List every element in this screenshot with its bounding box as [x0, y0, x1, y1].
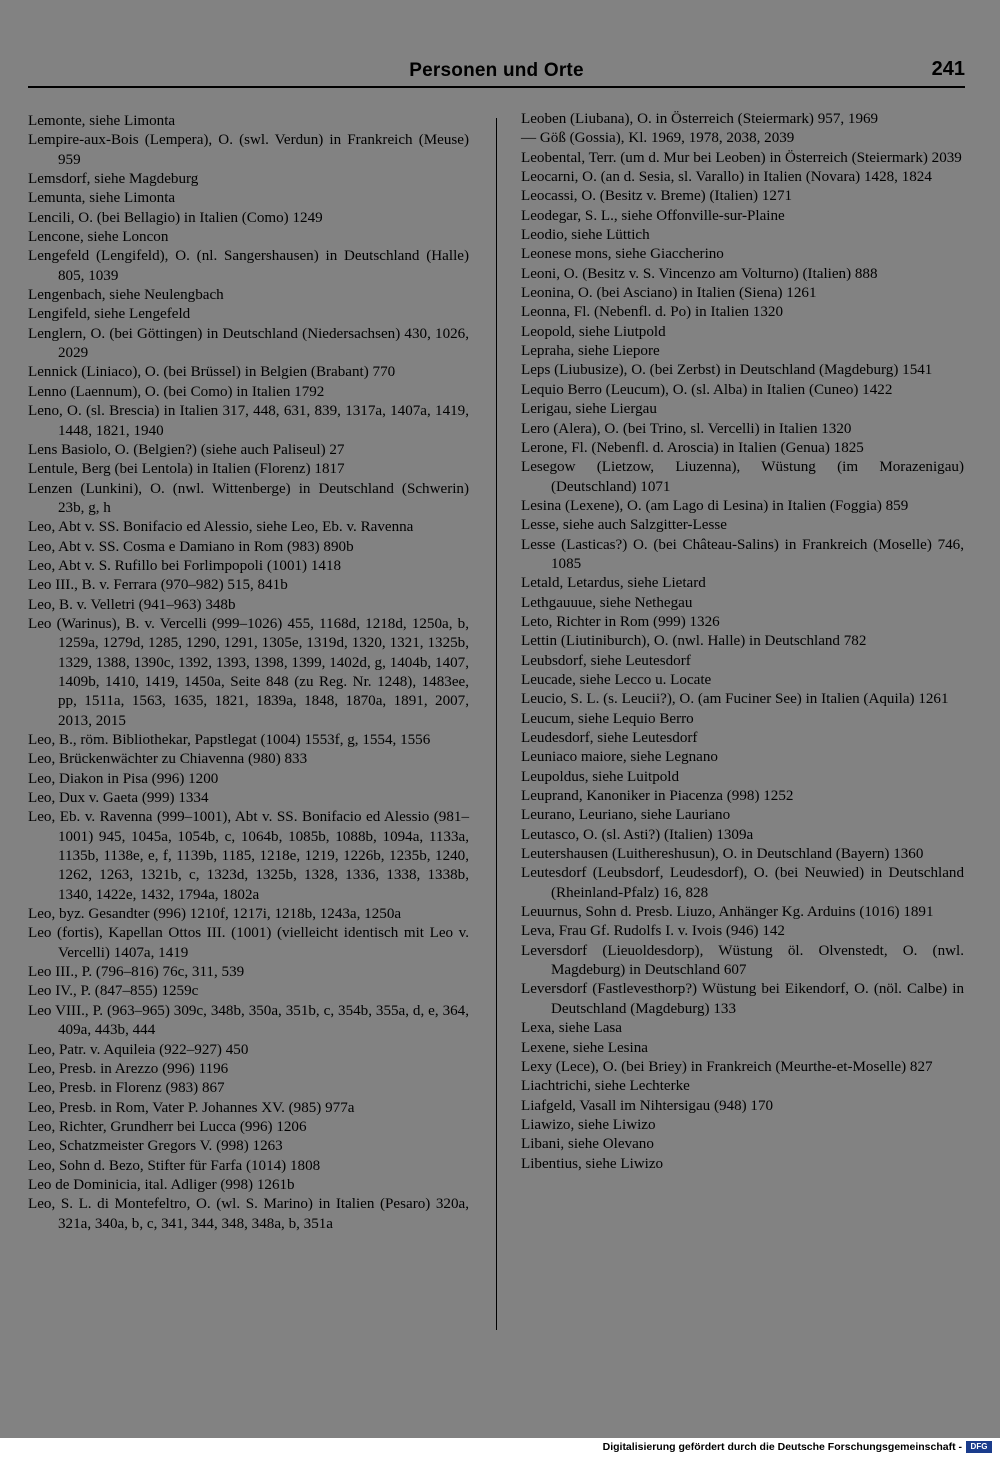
- index-entry: Lengefeld (Lengifeld), O. (nl. Sangershausen) in Deutschland (Halle) 805, 1039: [28, 248, 469, 284]
- index-entry: Lencili, O. (bei Bellagio) in Italien (Como) 1249: [28, 209, 323, 226]
- page-title: Personen und Orte: [409, 60, 584, 81]
- index-entry: Leucio, S. L. (s. Leucii?), O. (am Fuciner See) in Italien (Aquila) 1261: [521, 691, 949, 708]
- index-entry: Leodegar, S. L., siehe Offonville-sur-Plaine: [521, 207, 785, 224]
- index-entry: Leuniaco maiore, siehe Legnano: [521, 749, 718, 766]
- index-entry: Leucum, siehe Lequio Berro: [521, 710, 694, 727]
- index-entry: Leno, O. (sl. Brescia) in Italien 317, 448, 631, 839, 1317a, 1407a, 1419, 1448, 1821, 1940: [28, 403, 469, 439]
- index-entry: Lens Basiolo, O. (Belgien?) (siehe auch Paliseul) 27: [28, 441, 345, 458]
- index-entry: Leo, Schatzmeister Gregors V. (998) 1263: [28, 1138, 283, 1155]
- index-entry: Lesse (Lasticas?) O. (bei Château-Salins) in Frankreich (Moselle) 746, 1085: [521, 536, 964, 572]
- page-number: 241: [931, 58, 965, 80]
- index-entry: Lemsdorf, siehe Magdeburg: [28, 171, 199, 188]
- index-entry: Lenzen (Lunkini), O. (nwl. Wittenberge) in Deutschland (Schwerin) 23b, g, h: [28, 480, 469, 516]
- index-entry: Leo, Brückenwächter zu Chiavenna (980) 833: [28, 751, 308, 768]
- index-entry: Lexy (Lece), O. (bei Briey) in Frankreich (Meurthe-et-Moselle) 827: [521, 1058, 933, 1075]
- column-divider: [496, 118, 497, 1330]
- index-entry: Leo, B., röm. Bibliothekar, Papstlegat (1004) 1553f, g, 1554, 1556: [28, 732, 431, 748]
- index-entry: Leo (Warinus), B. v. Vercelli (999–1026) 455, 1168d, 1218d, 1250a, b, 1259a, 1279d, 1285, 1290, 1291, 1305e, 1319d, 1320, 1321, 1325b, 1329, 1388, 1390c, 1392, 1393, 1398, 1399, 1402d, g, 1404b, 1407, 1409b, 1410, 1419, 1450a, Seite 848 (zu Reg. Nr. 1248), 1483ee, pp, 1511a, 1563, 1635, 1821, 1839a, 1848, 1870a, 1891, 2007, 2013, 2015: [28, 615, 469, 729]
- index-entry: Leuprand, Kanoniker in Piacenza (998) 1252: [521, 788, 794, 805]
- index-entry: Leo, S. L. di Montefeltro, O. (wl. S. Marino) in Italien (Pesaro) 320a, 321a, 340a, b, c, 341, 344, 348, 348a, b, 351a: [28, 1196, 469, 1232]
- index-entry: Leo, Sohn d. Bezo, Stifter für Farfa (1014) 1808: [28, 1157, 321, 1174]
- index-entry: Libentius, siehe Liwizo: [521, 1155, 664, 1172]
- index-entry: Letald, Letardus, siehe Lietard: [521, 575, 706, 592]
- index-entry: Lemonte, siehe Limonta: [28, 113, 176, 129]
- index-entry: Lengenbach, siehe Neulengbach: [28, 287, 224, 304]
- index-entry: Leurano, Leuriano, siehe Lauriano: [521, 807, 731, 824]
- index-entry: Lepraha, siehe Liepore: [521, 343, 660, 360]
- index-entry: Lequio Berro (Leucum), O. (sl. Alba) in Italien (Cuneo) 1422: [521, 381, 893, 398]
- index-entry: Leucade, siehe Lecco u. Locate: [521, 671, 712, 688]
- index-entry: Lethgauuue, siehe Nethegau: [521, 594, 693, 611]
- index-entry: Leo, Presb. in Arezzo (996) 1196: [28, 1060, 229, 1077]
- index-entry: Leo, Dux v. Gaeta (999) 1334: [28, 790, 209, 807]
- index-entry: Leo, Patr. v. Aquileia (922–927) 450: [28, 1041, 249, 1058]
- index-column-left: [28, 112, 469, 1234]
- footer-credit: Digitalisierung gefördert durch die Deutsche Forschungsgemeinschaft -: [602, 1441, 962, 1453]
- index-entry: Lennick (Liniaco), O. (bei Brüssel) in Belgien (Brabant) 770: [28, 364, 396, 381]
- index-entry: Leocarni, O. (an d. Sesia, sl. Varallo) in Italien (Novara) 1428, 1824: [521, 169, 932, 186]
- index-entry: Lexa, siehe Lasa: [521, 1020, 622, 1037]
- index-entry: Lerone, Fl. (Nebenfl. d. Aroscia) in Italien (Genua) 1825: [521, 439, 864, 456]
- index-entry: Leo, Abt v. SS. Cosma e Damiano in Rom (983) 890b: [28, 538, 354, 555]
- index-entry: Lesegow (Lietzow, Liuzenna), Wüstung (im Morazenigau) (Deutschland) 1071: [521, 459, 964, 495]
- index-entry: Lesina (Lexene), O. (am Lago di Lesina) in Italien (Foggia) 859: [521, 497, 909, 514]
- index-entry: Leupoldus, siehe Luitpold: [521, 768, 680, 785]
- index-entry: Lenglern, O. (bei Göttingen) in Deutschland (Niedersachsen) 430, 1026, 2029: [28, 325, 469, 362]
- index-entry: Lenno (Laennum), O. (bei Como) in Italien 1792: [28, 383, 325, 400]
- index-entry: Lettin (Liutiniburch), O. (nwl. Halle) in Deutschland 782: [521, 633, 867, 650]
- index-entry: Lero (Alera), O. (bei Trino, sl. Vercelli) in Italien 1320: [521, 420, 852, 437]
- footer-bar: [0, 1438, 1000, 1457]
- index-entry: Leva, Frau Gf. Rudolfs I. v. Ivois (946) 142: [521, 923, 785, 940]
- index-entry: Leo, Diakon in Pisa (996) 1200: [28, 770, 219, 787]
- index-entry: Leutershausen (Luithereshusun), O. in Deutschland (Bayern) 1360: [521, 846, 924, 863]
- index-entry: Leo, B. v. Velletri (941–963) 348b: [28, 596, 236, 613]
- index-entry: Leonna, Fl. (Nebenfl. d. Po) in Italien 1320: [521, 304, 783, 321]
- index-entry: Lerigau, siehe Liergau: [521, 401, 657, 418]
- index-entry: Leo IV., P. (847–855) 1259c: [28, 983, 199, 1000]
- index-entry: Lentule, Berg (bei Lentola) in Italien (Florenz) 1817: [28, 461, 345, 478]
- index-entry: Leps (Liubusize), O. (bei Zerbst) in Deutschland (Magdeburg) 1541: [521, 362, 933, 379]
- page-header: [28, 52, 965, 88]
- index-entry: Leo (fortis), Kapellan Ottos III. (1001) (vielleicht identisch mit Leo v. Vercelli) 1407a, 1419: [28, 925, 469, 961]
- index-entry: Leobental, Terr. (um d. Mur bei Leoben) in Österreich (Steiermark) 2039: [521, 149, 962, 166]
- index-entry: Leodio, siehe Lüttich: [521, 227, 650, 244]
- index-entry: Lempire-aux-Bois (Lempera), O. (swl. Verdun) in Frankreich (Meuse) 959: [28, 132, 469, 168]
- index-entry: — Göß (Gossia), Kl. 1969, 1978, 2038, 2039: [521, 130, 795, 147]
- index-entry: Leutesdorf (Leubsdorf, Leudesdorf), O. (bei Neuwied) in Deutschland (Rheinland-Pfalz) 16, 828: [521, 865, 964, 901]
- index-column-right: [521, 110, 964, 1174]
- index-entry: Leo, Presb. in Florenz (983) 867: [28, 1080, 225, 1097]
- index-entry: Leonese mons, siehe Giaccherino: [521, 246, 724, 263]
- index-entry: Leo, Abt v. S. Rufillo bei Forlimpopoli (1001) 1418: [28, 557, 342, 574]
- index-entry: Leopold, siehe Liutpold: [521, 323, 666, 340]
- index-entry: Leocassi, O. (Besitz v. Breme) (Italien) 1271: [521, 188, 793, 205]
- index-entry: Lengifeld, siehe Lengefeld: [28, 306, 191, 323]
- index-entry: Leo, Abt v. SS. Bonifacio ed Alessio, siehe Leo, Eb. v. Ravenna: [28, 519, 414, 536]
- index-entry: Leo, Presb. in Rom, Vater P. Johannes XV. (985) 977a: [28, 1099, 355, 1116]
- index-entry: Leo VIII., P. (963–965) 309c, 348b, 350a, 351b, c, 354b, 355a, d, e, 364, 409a, 443b, 444: [28, 1002, 469, 1039]
- index-entry: Lencone, siehe Loncon: [28, 229, 169, 246]
- index-entry: Leubsdorf, siehe Leutesdorf: [521, 652, 691, 669]
- index-entry: Leto, Richter in Rom (999) 1326: [521, 613, 720, 630]
- index-entry: Leo, Eb. v. Ravenna (999–1001), Abt v. SS. Bonifacio ed Alessio (981–1001) 945, 1045a, 1054b, c, 1064b, 1085b, 1088b, 1094a, 1133a, 1135b, 1138e, e, f, 1139b, 1185, 1218e, 1219, 1226b, 1235b, 1240, 1262, 1263, 1321b, c, 1323d, 1325b, 1328, 1336, 1338, 1338b, 1340, 1422e, 1432, 1794a, 1802a: [28, 809, 469, 903]
- index-entry: Libani, siehe Olevano: [521, 1136, 654, 1153]
- index-entry: Leutasco, O. (sl. Asti?) (Italien) 1309a: [521, 826, 754, 843]
- index-entry: Leoben (Liubana), O. in Österreich (Steiermark) 957, 1969: [521, 111, 879, 127]
- index-entry: Liafgeld, Vasall im Nihtersigau (948) 170: [521, 1097, 774, 1114]
- index-entry: Leuurnus, Sohn d. Presb. Liuzo, Anhänger Kg. Arduins (1016) 1891: [521, 904, 934, 921]
- dfg-logo-icon: DFG: [966, 1441, 992, 1453]
- index-entry: Leversdorf (Fastlevesthorp?) Wüstung bei Eikendorf, O. (nöl. Calbe) in Deutschland (Magdeburg) 133: [521, 981, 964, 1017]
- index-entry: Lesse, siehe auch Salzgitter-Lesse: [521, 517, 727, 534]
- index-entry: Leo III., P. (796–816) 76c, 311, 539: [28, 964, 245, 981]
- index-entry: Leoni, O. (Besitz v. S. Vincenzo am Volturno) (Italien) 888: [521, 265, 878, 282]
- index-entry: Liawizo, siehe Liwizo: [521, 1116, 656, 1133]
- index-entry: Leo de Dominicia, ital. Adliger (998) 1261b: [28, 1176, 295, 1193]
- index-entry: Leonina, O. (bei Asciano) in Italien (Siena) 1261: [521, 285, 817, 302]
- index-entry: Liachtrichi, siehe Lechterke: [521, 1078, 690, 1095]
- index-entry: Lemunta, siehe Limonta: [28, 190, 176, 207]
- index-entry: Leo, Richter, Grundherr bei Lucca (996) 1206: [28, 1118, 307, 1135]
- index-entry: Leo III., B. v. Ferrara (970–982) 515, 841b: [28, 577, 288, 594]
- index-entry: Leversdorf (Lieuoldesdorp), Wüstung öl. Olvenstedt, O. (nwl. Magdeburg) in Deutschland 607: [521, 942, 964, 979]
- index-entry: Leo, byz. Gesandter (996) 1210f, 1217i, 1218b, 1243a, 1250a: [28, 906, 402, 923]
- index-entry: Lexene, siehe Lesina: [521, 1039, 648, 1056]
- index-entry: Leudesdorf, siehe Leutesdorf: [521, 730, 698, 746]
